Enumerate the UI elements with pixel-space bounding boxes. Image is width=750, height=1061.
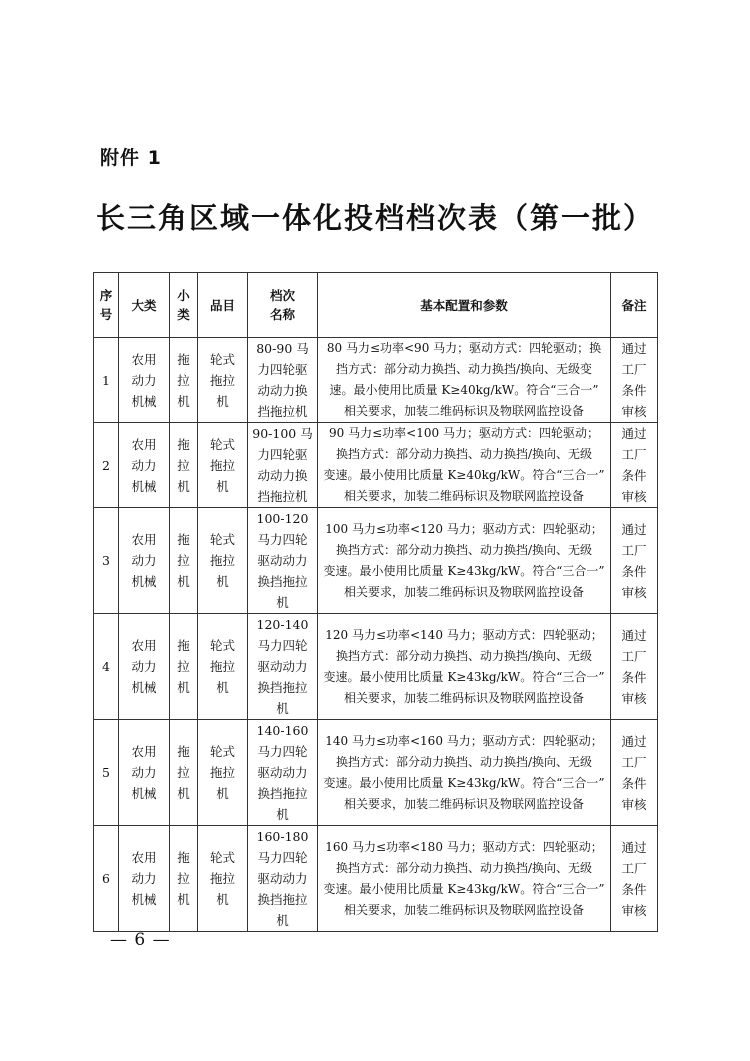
cell-category: 农用 动力 机械 [119, 826, 170, 932]
cell-remark: 通过 工厂 条件 审核 [611, 338, 658, 423]
cell-seq: 1 [94, 338, 119, 423]
cell-grade: 120-140 马力四轮 驱动动力 换挡拖拉 机 [248, 614, 318, 720]
cell-grade: 140-160 马力四轮 驱动动力 换挡拖拉 机 [248, 720, 318, 826]
header-subcategory: 小 类 [170, 273, 198, 338]
header-seq: 序 号 [94, 273, 119, 338]
table-row [94, 338, 658, 423]
header-category: 大类 [119, 273, 170, 338]
cell-item: 轮式 拖拉 机 [198, 614, 248, 720]
cell-seq: 5 [94, 720, 119, 826]
cell-subcategory: 拖 拉 机 [170, 614, 198, 720]
cell-remark: 通过 工厂 条件 审核 [611, 826, 658, 932]
cell-grade: 160-180 马力四轮 驱动动力 换挡拖拉 机 [248, 826, 318, 932]
cell-grade: 100-120 马力四轮 驱动动力 换挡拖拉 机 [248, 508, 318, 614]
cell-grade: 90-100 马 力四轮驱 动动力换 挡拖拉机 [248, 423, 318, 508]
cell-subcategory: 拖 拉 机 [170, 720, 198, 826]
cell-spec: 90 马力≤功率<100 马力；驱动方式：四轮驱动； 换挡方式：部分动力换挡、动力换挡/换向、无级 变速。最小使用比质量 K≥40kg/kW。符合“三合一” 相关要求，加装二维码标识及物联网监控设备 [318, 423, 611, 508]
table-row [94, 508, 658, 614]
cell-spec: 140 马力≤功率<160 马力；驱动方式：四轮驱动； 换挡方式：部分动力换挡、动力换挡/换向、无级 变速。最小使用比质量 K≥43kg/kW。符合“三合一” 相关要求，加装二维码标识及物联网监控设备 [318, 720, 611, 826]
page-number: — 6 — [110, 930, 171, 950]
cell-category: 农用 动力 机械 [119, 338, 170, 423]
cell-seq: 6 [94, 826, 119, 932]
header-grade: 档次 名称 [248, 273, 318, 338]
cell-category: 农用 动力 机械 [119, 508, 170, 614]
table-row [94, 614, 658, 720]
cell-spec: 80 马力≤功率<90 马力；驱动方式：四轮驱动；换 挡方式：部分动力换挡、动力换挡/换向、无级变 速。最小使用比质量 K≥40kg/kW。符合“三合一” 相关要求，加装二维码标识及物联网监控设备 [318, 338, 611, 423]
cell-category: 农用 动力 机械 [119, 614, 170, 720]
cell-remark: 通过 工厂 条件 审核 [611, 614, 658, 720]
cell-subcategory: 拖 拉 机 [170, 338, 198, 423]
header-remark: 备注 [611, 273, 658, 338]
table-row [94, 826, 658, 932]
cell-item: 轮式 拖拉 机 [198, 338, 248, 423]
page-title: 长三角区域一体化投档档次表（第一批） [95, 201, 654, 235]
cell-subcategory: 拖 拉 机 [170, 423, 198, 508]
header-spec: 基本配置和参数 [318, 273, 611, 338]
cell-subcategory: 拖 拉 机 [170, 508, 198, 614]
cell-spec: 100 马力≤功率<120 马力；驱动方式：四轮驱动； 换挡方式：部分动力换挡、动力换挡/换向、无级 变速。最小使用比质量 K≥43kg/kW。符合“三合一” 相关要求，加装二维码标识及物联网监控设备 [318, 508, 611, 614]
cell-subcategory: 拖 拉 机 [170, 826, 198, 932]
cell-seq: 2 [94, 423, 119, 508]
grade-table [93, 272, 658, 932]
cell-seq: 4 [94, 614, 119, 720]
cell-item: 轮式 拖拉 机 [198, 423, 248, 508]
table-row [94, 720, 658, 826]
header-item: 品目 [198, 273, 248, 338]
cell-seq: 3 [94, 508, 119, 614]
table-header-row [94, 273, 658, 338]
cell-remark: 通过 工厂 条件 审核 [611, 720, 658, 826]
cell-spec: 120 马力≤功率<140 马力；驱动方式：四轮驱动； 换挡方式：部分动力换挡、动力换挡/换向、无级 变速。最小使用比质量 K≥43kg/kW。符合“三合一” 相关要求，加装二维码标识及物联网监控设备 [318, 614, 611, 720]
attachment-label: 附件 1 [100, 147, 162, 169]
cell-spec: 160 马力≤功率<180 马力；驱动方式：四轮驱动； 换挡方式：部分动力换挡、动力换挡/换向、无级 变速。最小使用比质量 K≥43kg/kW。符合“三合一” 相关要求，加装二维码标识及物联网监控设备 [318, 826, 611, 932]
cell-remark: 通过 工厂 条件 审核 [611, 508, 658, 614]
cell-item: 轮式 拖拉 机 [198, 720, 248, 826]
cell-category: 农用 动力 机械 [119, 423, 170, 508]
cell-remark: 通过 工厂 条件 审核 [611, 423, 658, 508]
cell-item: 轮式 拖拉 机 [198, 826, 248, 932]
cell-grade: 80-90 马 力四轮驱 动动力换 挡拖拉机 [248, 338, 318, 423]
table-row [94, 423, 658, 508]
cell-category: 农用 动力 机械 [119, 720, 170, 826]
cell-item: 轮式 拖拉 机 [198, 508, 248, 614]
